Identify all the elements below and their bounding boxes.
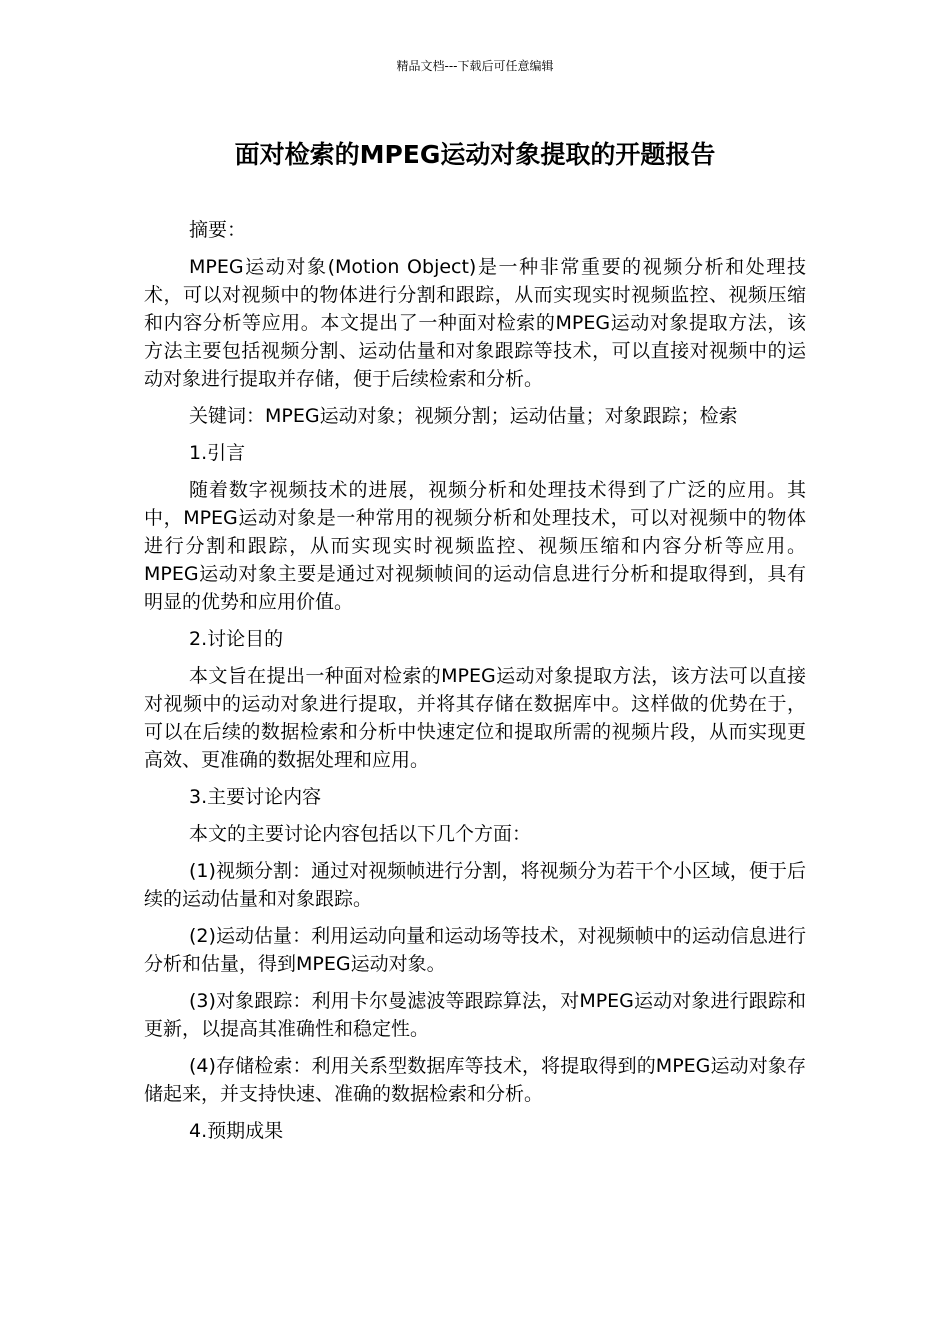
section-heading-expected-results: 4.预期成果	[189, 1120, 284, 1142]
document-title: 面对检索的MPEG运动对象提取的开题报告	[234, 140, 716, 169]
abstract-heading: 摘要：	[189, 219, 247, 241]
section-heading-introduction: 1.引言	[189, 442, 246, 464]
section-heading-main-content: 3.主要讨论内容	[189, 786, 322, 808]
list-item-motion-estimation: (2)运动估量：利用运动向量和运动场等技术，对视频帧中的运动信息进行分析和估量，得到MPEG运动对象。	[144, 925, 806, 975]
main-content-intro: 本文的主要讨论内容包括以下几个方面：	[189, 823, 532, 845]
header-note: 精品文档---下载后可任意编辑	[396, 59, 554, 73]
document-body	[144, 216, 806, 1154]
list-item-storage-retrieval: (4)存储检索：利用关系型数据库等技术，将提取得到的MPEG运动对象存储起来，并支持快速、准确的数据检索和分析。	[144, 1055, 806, 1105]
list-item-object-tracking: (3)对象跟踪：利用卡尔曼滤波等跟踪算法，对MPEG运动对象进行跟踪和更新，以提高其准确性和稳定性。	[144, 990, 806, 1040]
purpose-paragraph: 本文旨在提出一种面对检索的MPEG运动对象提取方法，该方法可以直接对视频中的运动对象进行提取，并将其存储在数据库中。这样做的优势在于，可以在后续的数据检索和分析中快速定位和提取所需的视频片段，从而实现更高效、更准确的数据处理和应用。	[144, 665, 806, 771]
introduction-paragraph: 随着数字视频技术的进展，视频分析和处理技术得到了广泛的应用。其中，MPEG运动对象是一种常用的视频分析和处理技术，可以对视频中的物体进行分割和跟踪，从而实现实时视频监控、视频压缩和内容分析等应用。MPEG运动对象主要是通过对视频帧间的运动信息进行分析和提取得到，具有明显的优势和应用价值。	[144, 479, 806, 613]
list-item-video-segmentation: (1)视频分割：通过对视频帧进行分割，将视频分为若干个小区域，便于后续的运动估量和对象跟踪。	[144, 860, 806, 910]
abstract-paragraph: MPEG运动对象(Motion Object)是一种非常重要的视频分析和处理技术，可以对视频中的物体进行分割和跟踪，从而实现实时视频监控、视频压缩和内容分析等应用。本文提出了一种面对检索的MPEG运动对象提取方法，该方法主要包括视频分割、运动估量和对象跟踪等技术，可以直接对视频中的运动对象进行提取并存储，便于后续检索和分析。	[144, 256, 806, 390]
section-heading-purpose: 2.讨论目的	[189, 628, 284, 650]
keywords-paragraph: 关键词：MPEG运动对象；视频分割；运动估量；对象跟踪；检索	[189, 405, 738, 427]
